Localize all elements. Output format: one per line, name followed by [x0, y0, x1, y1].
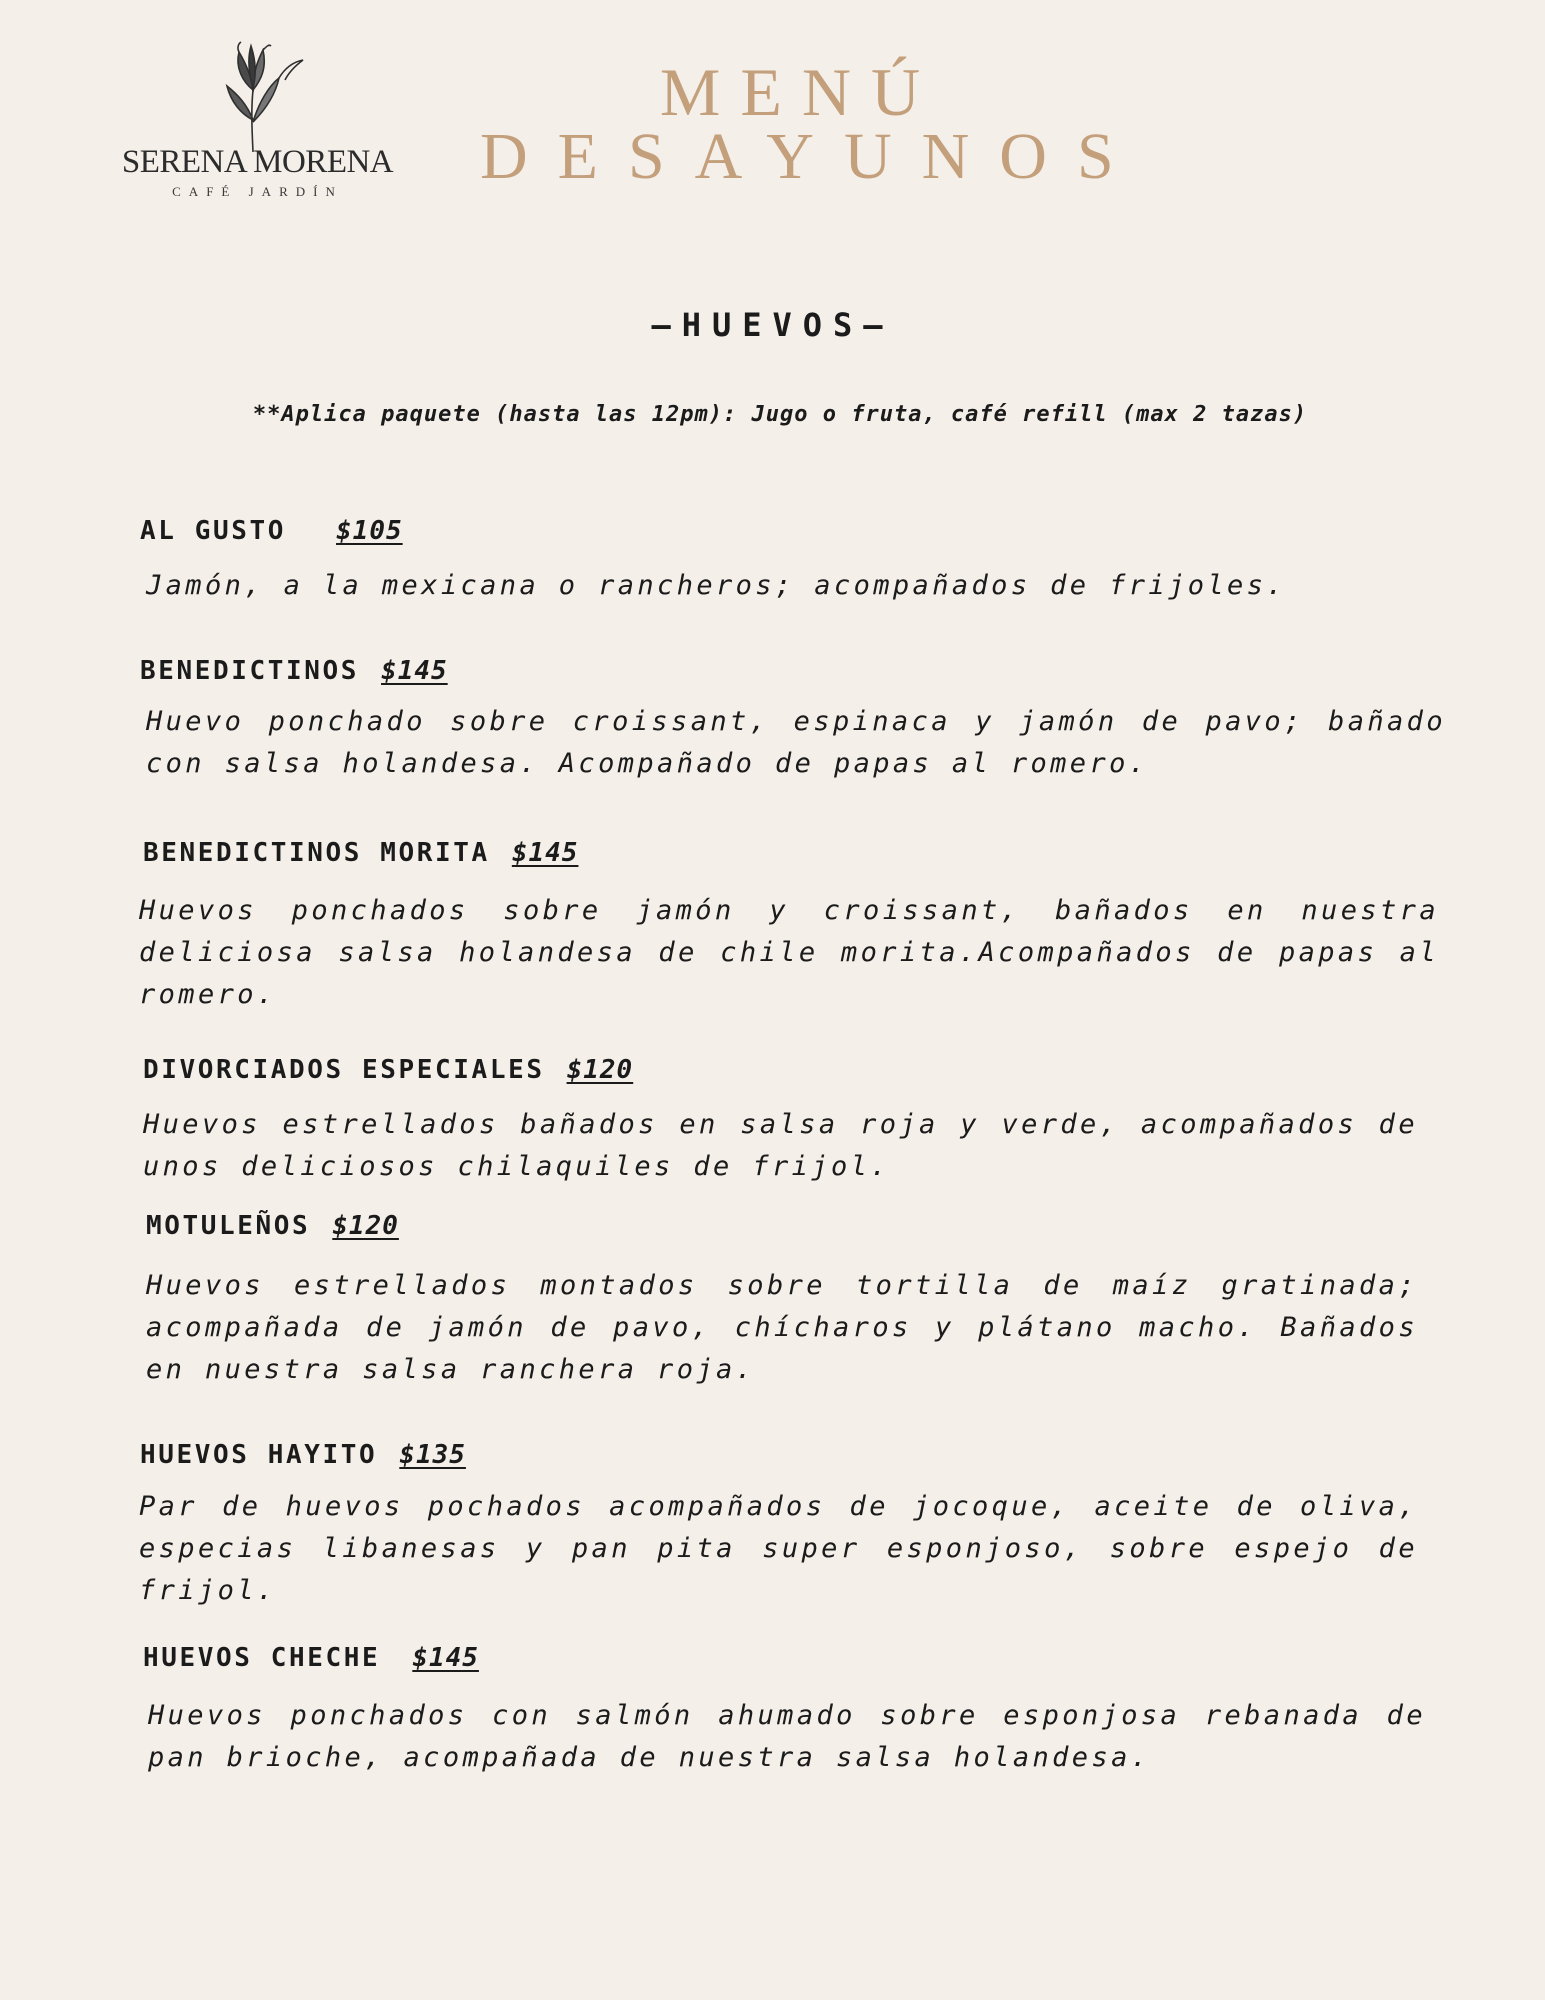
logo — [115, 40, 400, 210]
menu-title-line2: DESAYUNOS — [480, 120, 1144, 193]
menu-item-name — [143, 838, 578, 868]
item-name-text: BENEDICTINOS MORITA — [143, 838, 490, 868]
menu-item-description: Huevos ponchados con salmón ahumado sobre esponjosa rebanada de pan brioche, acompañada de nuestra salsa holandesa. — [148, 1700, 1426, 1773]
logo-subtitle: CAFÉ JARDÍN — [172, 184, 343, 199]
item-name-text: AL GUSTO — [140, 516, 287, 546]
menu-item-name — [140, 1440, 466, 1470]
section-title: –HUEVOS– — [651, 306, 894, 344]
item-price: $105 — [336, 516, 403, 546]
logo-name: SERENA MORENA — [121, 144, 394, 180]
menu-item-name — [143, 1643, 479, 1673]
menu-item-description: Huevos estrellados bañados en salsa roja y verde, acompañados de unos deliciosos chilaquiles de frijol. — [143, 1109, 1418, 1182]
item-name-text: MOTULEÑOS — [146, 1211, 311, 1241]
menu-title-line1: MENÚ — [659, 54, 941, 130]
menu-item-name — [143, 1055, 633, 1085]
menu-item-name — [140, 656, 448, 686]
menu-item-name — [146, 1211, 399, 1241]
menu-title — [480, 54, 1144, 193]
item-name-text: BENEDICTINOS — [140, 656, 360, 686]
item-price: $120 — [566, 1055, 634, 1085]
item-price: $145 — [412, 1643, 479, 1673]
item-name-text: HUEVOS HAYITO — [140, 1440, 378, 1470]
menu-item-description: Huevos estrellados montados sobre tortilla de maíz gratinada; acompañada de jamón de pavo, chícharos y plátano macho. Bañados en nuestra salsa ranchera roja. — [146, 1270, 1418, 1385]
flower-illustration-icon — [205, 40, 305, 155]
item-price: $135 — [399, 1440, 466, 1470]
item-price: $145 — [511, 838, 579, 868]
item-price: $120 — [332, 1211, 399, 1241]
menu-item-description: Par de huevos pochados acompañados de jocoque, aceite de oliva, especias libanesas y pan pita super esponjoso, sobre espejo de frijol. — [139, 1491, 1418, 1606]
menu-item-name — [140, 516, 403, 546]
package-note: **Aplica paquete (hasta las 12pm): Jugo o fruta, café refill (max 2 tazas) — [252, 402, 1308, 427]
menu-item-description: Jamón, a la mexicana o rancheros; acompañados de frijoles. — [146, 570, 1287, 601]
menu-item-description: Huevos ponchados sobre jamón y croissant, bañados en nuestra deliciosa salsa holandesa de chile morita.Acompañados de papas al romero. — [139, 895, 1439, 1010]
item-name-text: DIVORCIADOS ESPECIALES — [143, 1055, 545, 1085]
menu-item-description: Huevo ponchado sobre croissant, espinaca y jamón de pavo; bañado con salsa holandesa. Acompañado de papas al romero. — [146, 706, 1446, 779]
item-price: $145 — [381, 656, 448, 686]
item-name-text: HUEVOS CHECHE — [143, 1643, 381, 1673]
